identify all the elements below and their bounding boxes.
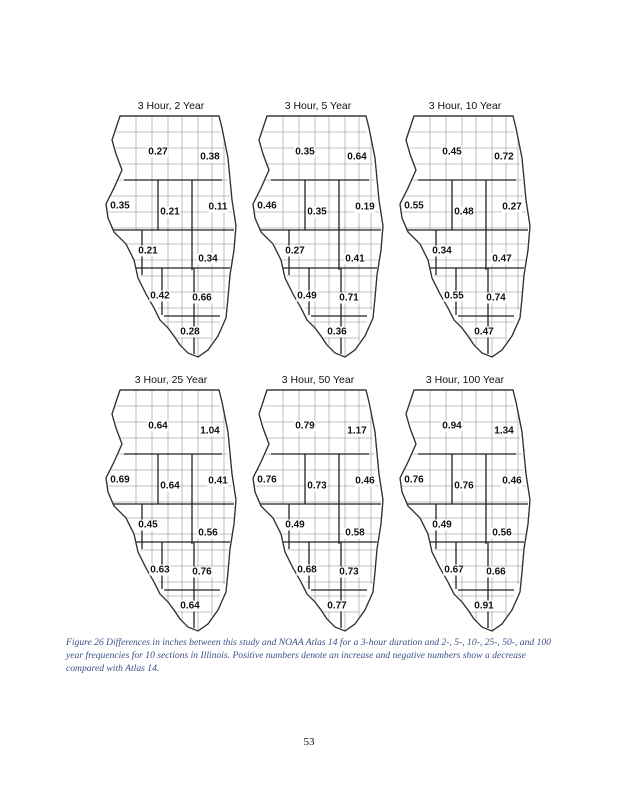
section-value-wsw: 0.49 xyxy=(285,519,305,531)
section-value-esr: 0.56 xyxy=(492,527,512,539)
section-value-esr: 0.41 xyxy=(345,253,365,265)
section-value-w: 0.35 xyxy=(110,200,130,212)
map-panel-title: 3 Hour, 25 Year xyxy=(134,374,208,386)
section-value-sw: 0.63 xyxy=(150,564,170,576)
map-panel-title: 3 Hour, 50 Year xyxy=(281,374,355,386)
map-panel xyxy=(96,100,246,362)
section-value-wsw: 0.34 xyxy=(432,245,452,257)
section-value-e: 0.46 xyxy=(502,475,522,487)
section-value-sw: 0.67 xyxy=(444,564,464,576)
section-value-s: 0.47 xyxy=(474,326,494,338)
section-value-sw: 0.49 xyxy=(297,290,317,302)
section-value-e: 0.27 xyxy=(502,201,522,213)
map-panel-title: 3 Hour, 5 Year xyxy=(284,100,352,112)
section-value-se: 0.66 xyxy=(192,292,212,304)
illinois-map xyxy=(249,374,389,636)
section-value-ne: 0.38 xyxy=(200,151,220,163)
section-value-sw: 0.55 xyxy=(444,290,464,302)
section-value-wsw: 0.49 xyxy=(432,519,452,531)
section-value-s: 0.36 xyxy=(327,326,347,338)
section-value-c: 0.48 xyxy=(454,206,474,218)
section-value-se: 0.73 xyxy=(339,566,359,578)
section-value-e: 0.41 xyxy=(208,475,228,487)
figure-caption: Figure 26 Differences in inches between this study and NOAA Atlas 14 for a 3-hour duration and 2-, 5-, 10-, 25-, 50-, and 100 year frequencies for 10 sections in Illinois. Positive numbers denote an increase and negative numbers show a decrease compared with Atlas 14. xyxy=(66,637,551,674)
illinois-map xyxy=(396,100,536,362)
map-panel-title: 3 Hour, 100 Year xyxy=(425,374,505,386)
map-panel xyxy=(96,374,246,636)
section-value-w: 0.76 xyxy=(257,474,277,486)
section-value-sw: 0.68 xyxy=(297,564,317,576)
map-panel xyxy=(390,374,540,636)
section-value-nw: 0.27 xyxy=(148,146,168,158)
section-value-wsw: 0.27 xyxy=(285,245,305,257)
section-value-esr: 0.47 xyxy=(492,253,512,265)
section-value-se: 0.66 xyxy=(486,566,506,578)
section-value-s: 0.28 xyxy=(180,326,200,338)
section-value-c: 0.76 xyxy=(454,480,474,492)
section-value-esr: 0.58 xyxy=(345,527,365,539)
map-panel xyxy=(243,100,393,362)
section-value-w: 0.46 xyxy=(257,200,277,212)
section-value-esr: 0.34 xyxy=(198,253,218,265)
section-value-s: 0.91 xyxy=(474,600,494,612)
section-value-se: 0.76 xyxy=(192,566,212,578)
section-value-ne: 1.04 xyxy=(200,425,220,437)
section-value-nw: 0.79 xyxy=(295,420,315,432)
section-value-ne: 1.34 xyxy=(494,425,514,437)
section-value-w: 0.69 xyxy=(110,474,130,486)
section-value-s: 0.64 xyxy=(180,600,200,612)
illinois-map xyxy=(396,374,536,636)
section-value-e: 0.46 xyxy=(355,475,375,487)
section-value-c: 0.64 xyxy=(160,480,180,492)
map-panel xyxy=(390,100,540,362)
section-value-sw: 0.42 xyxy=(150,290,170,302)
section-value-e: 0.11 xyxy=(208,201,228,213)
section-value-w: 0.76 xyxy=(404,474,424,486)
map-panel-title: 3 Hour, 10 Year xyxy=(428,100,502,112)
section-value-nw: 0.45 xyxy=(442,146,462,158)
section-value-se: 0.71 xyxy=(339,292,359,304)
map-panel xyxy=(243,374,393,636)
section-value-ne: 0.64 xyxy=(347,151,367,163)
section-value-ne: 1.17 xyxy=(347,425,367,437)
section-value-nw: 0.94 xyxy=(442,420,462,432)
section-value-s: 0.77 xyxy=(327,600,347,612)
section-value-se: 0.74 xyxy=(486,292,506,304)
section-value-w: 0.55 xyxy=(404,200,424,212)
section-value-nw: 0.35 xyxy=(295,146,315,158)
section-value-e: 0.19 xyxy=(355,201,375,213)
section-value-wsw: 0.45 xyxy=(138,519,158,531)
section-value-c: 0.35 xyxy=(307,206,327,218)
illinois-map xyxy=(102,374,242,636)
section-value-c: 0.73 xyxy=(307,480,327,492)
illinois-map xyxy=(102,100,242,362)
map-panel-title: 3 Hour, 2 Year xyxy=(137,100,205,112)
section-value-nw: 0.64 xyxy=(148,420,168,432)
section-value-wsw: 0.21 xyxy=(138,245,158,257)
section-value-c: 0.21 xyxy=(160,206,180,218)
illinois-map xyxy=(249,100,389,362)
page-number: 53 xyxy=(303,736,315,748)
section-value-ne: 0.72 xyxy=(494,151,514,163)
section-value-esr: 0.56 xyxy=(198,527,218,539)
